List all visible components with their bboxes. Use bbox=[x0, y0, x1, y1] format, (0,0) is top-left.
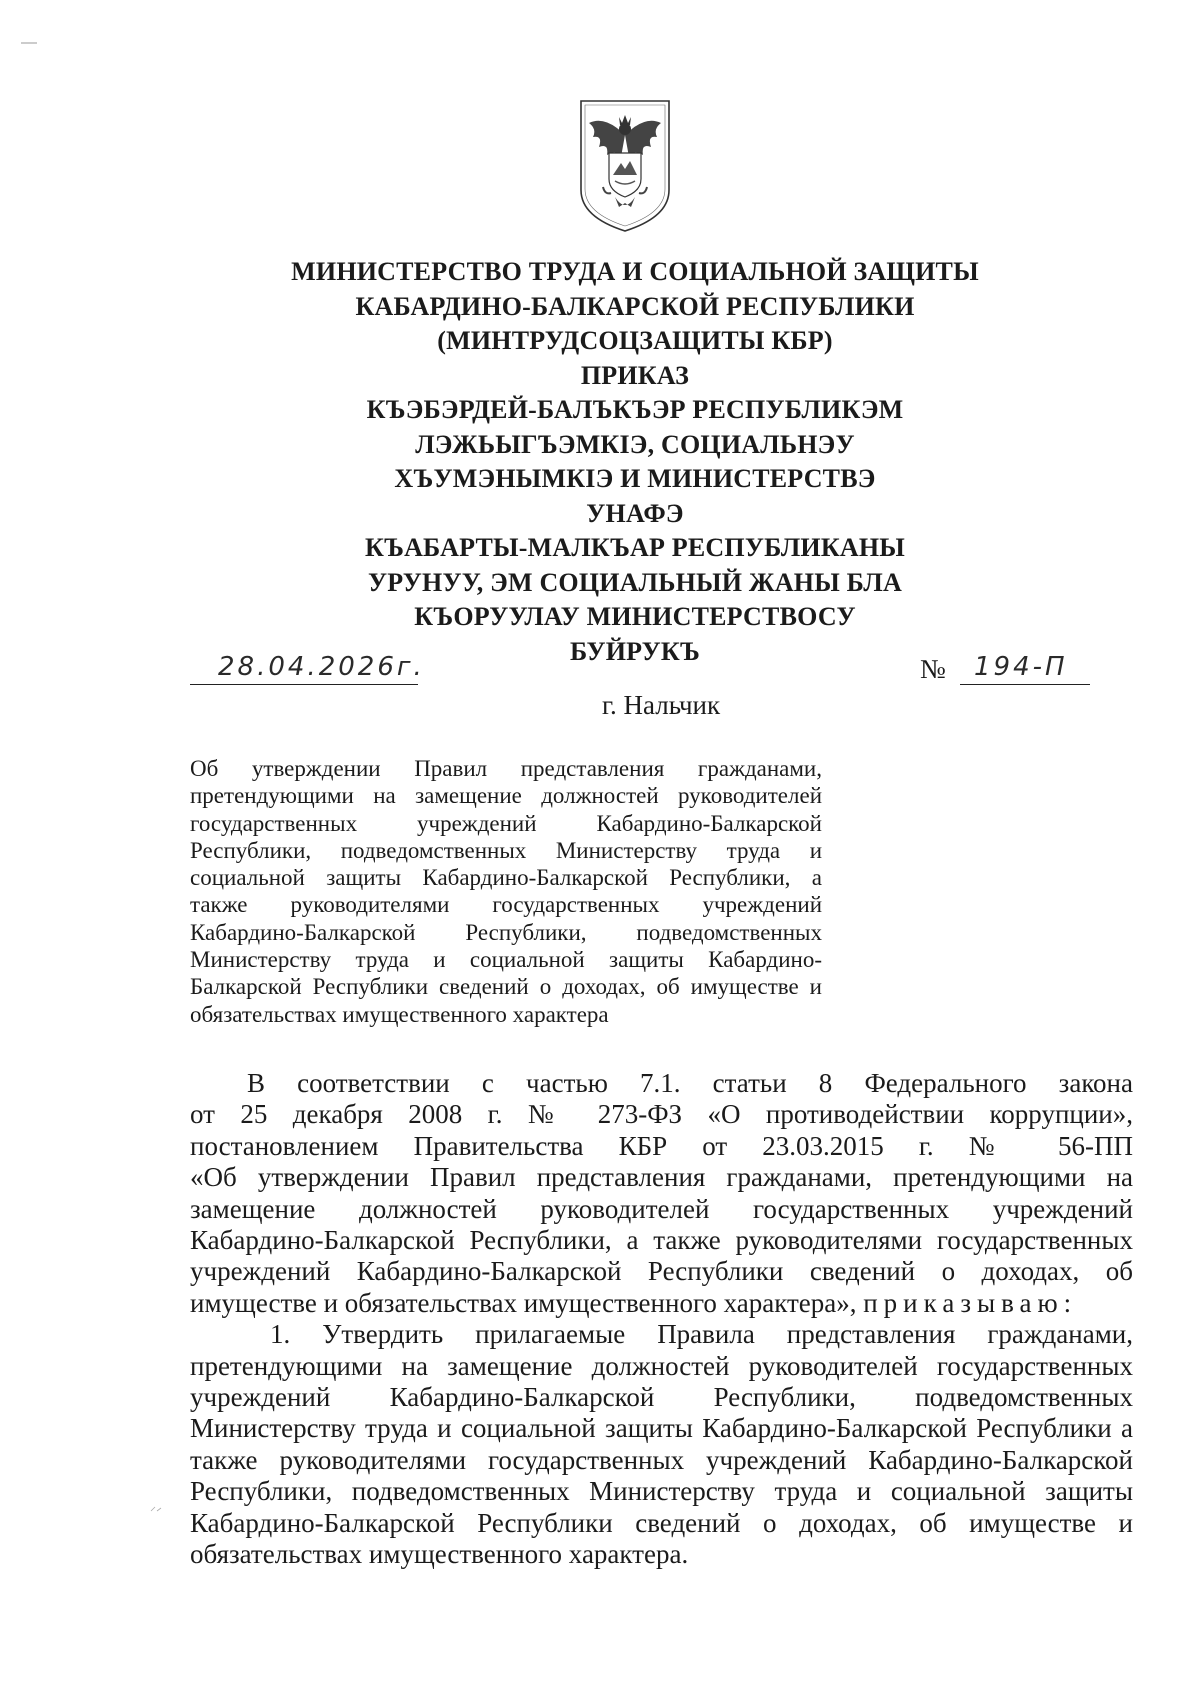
body-line: учреждений Кабардино-Балкарской Республики, подведомственных bbox=[190, 1382, 1133, 1413]
order-number-underline bbox=[960, 650, 1090, 685]
subject-line: Балкарской Республики сведений о доходах, об имуществе и bbox=[190, 974, 822, 1000]
subject-line: Министерству труда и социальной защиты Кабардино- bbox=[190, 947, 822, 973]
body-line: «Об утверждении Правил представления гражданами, претендующими на bbox=[190, 1162, 1133, 1193]
header-line: КАБАРДИНО-БАЛКАРСКОЙ РЕСПУБЛИКИ bbox=[355, 291, 915, 321]
header-line: ПРИКАЗ bbox=[580, 360, 690, 390]
body-line: претендующими на замещение должностей руководителей государственных bbox=[190, 1350, 1133, 1381]
header-line: ХЪУМЭНЫМКIЭ И МИНИСТЕРСТВЭ bbox=[394, 464, 876, 493]
body-line: от 25 декабря 2008 г. № 273-ФЗ «О противодействии коррупции», bbox=[190, 1099, 1133, 1130]
body-line bbox=[190, 1068, 1133, 1099]
body-line: обязательствах имущественного характера. bbox=[190, 1539, 689, 1570]
body-line: учреждений Кабардино-Балкарской Республики сведений о доходах, об bbox=[190, 1256, 1133, 1287]
header-line: ЛЭЖЬЫГЪЭМКIЭ, СОЦИАЛЬНЭУ bbox=[415, 429, 855, 459]
order-date: 28.04.2026г. bbox=[218, 652, 425, 682]
subject-line: Об утверждении Правил представления гражданами, bbox=[190, 756, 822, 781]
header-line: КЪЭБЭРДЕЙ-БАЛЪКЪЭР РЕСПУБЛИКЭМ bbox=[366, 395, 904, 424]
body-line: Министерству труда и социальной защиты Кабардино-Балкарской Республики а bbox=[190, 1413, 1133, 1444]
body-line: Республики, подведомственных Министерству труда и социальной защиты bbox=[190, 1476, 1133, 1507]
subject-line: государственных учреждений Кабардино-Балкарской bbox=[190, 810, 822, 836]
header-line: МИНИСТЕРСТВО ТРУДА И СОЦИАЛЬНОЙ ЗАЩИТЫ bbox=[291, 257, 979, 286]
order-body bbox=[190, 1068, 1133, 1571]
body-line: постановлением Правительства КБР от 23.03.2015 г. № 56-ПП bbox=[190, 1130, 1133, 1161]
header-line: БУЙРУКЪ bbox=[569, 636, 701, 666]
subject-line: Республики, подведомственных Министерству труда и bbox=[190, 837, 822, 863]
header-line: (МИНТРУДСОЦЗАЩИТЫ КБР) bbox=[437, 326, 833, 355]
body-line: также руководителями государственных учреждений Кабардино-Балкарской bbox=[190, 1444, 1133, 1475]
body-text: 1. Утвердить прилагаемые Правила представления гражданами, bbox=[270, 1319, 1133, 1350]
order-city: г. Нальчик bbox=[602, 690, 721, 720]
body-line: замещение должностей руководителей государственных учреждений bbox=[190, 1193, 1133, 1224]
number-sign: № bbox=[920, 654, 946, 684]
subject-line: социальной защиты Кабардино-Балкарской Республики, а bbox=[190, 865, 822, 891]
scan-mark bbox=[150, 1505, 162, 1513]
header-line: УРУНУУ, ЭМ СОЦИАЛЬНЫЙ ЖАНЫ БЛА bbox=[368, 567, 902, 597]
scan-mark bbox=[20, 40, 38, 46]
body-line bbox=[190, 1319, 1133, 1350]
order-command: приказываю: bbox=[863, 1287, 1078, 1318]
order-date-field bbox=[190, 650, 425, 685]
subject-line: Кабардино-Балкарской Республики, подведомственных bbox=[190, 919, 822, 945]
ministry-header bbox=[290, 255, 980, 669]
coat-of-arms-emblem bbox=[575, 95, 675, 235]
body-text: В соответствии с частью 7.1. статьи 8 Федерального закона bbox=[247, 1068, 1133, 1098]
body-line bbox=[190, 1288, 1133, 1319]
header-line: УНАФЭ bbox=[586, 498, 684, 528]
body-line: Кабардино-Балкарской Республики сведений о доходах, об имуществе и bbox=[190, 1507, 1133, 1538]
order-subject bbox=[190, 755, 822, 1028]
subject-line: обязательствах имущественного характера bbox=[190, 1001, 609, 1027]
subject-line: также руководителями государственных учреждений bbox=[190, 892, 822, 918]
body-text: имуществе и обязательствах имущественного характера», bbox=[190, 1287, 857, 1318]
header-line: КЪОРУУЛАУ МИНИСТЕРСТВОСУ bbox=[414, 602, 856, 631]
order-number: 194-П bbox=[974, 652, 1068, 682]
header-line: КЪАБАРТЫ-МАЛКЪАР РЕСПУБЛИКАНЫ bbox=[364, 533, 906, 562]
subject-line: претендующими на замещение должностей руководителей bbox=[190, 783, 822, 809]
body-line: Кабардино-Балкарской Республики, а также руководителями государственных bbox=[190, 1225, 1133, 1256]
